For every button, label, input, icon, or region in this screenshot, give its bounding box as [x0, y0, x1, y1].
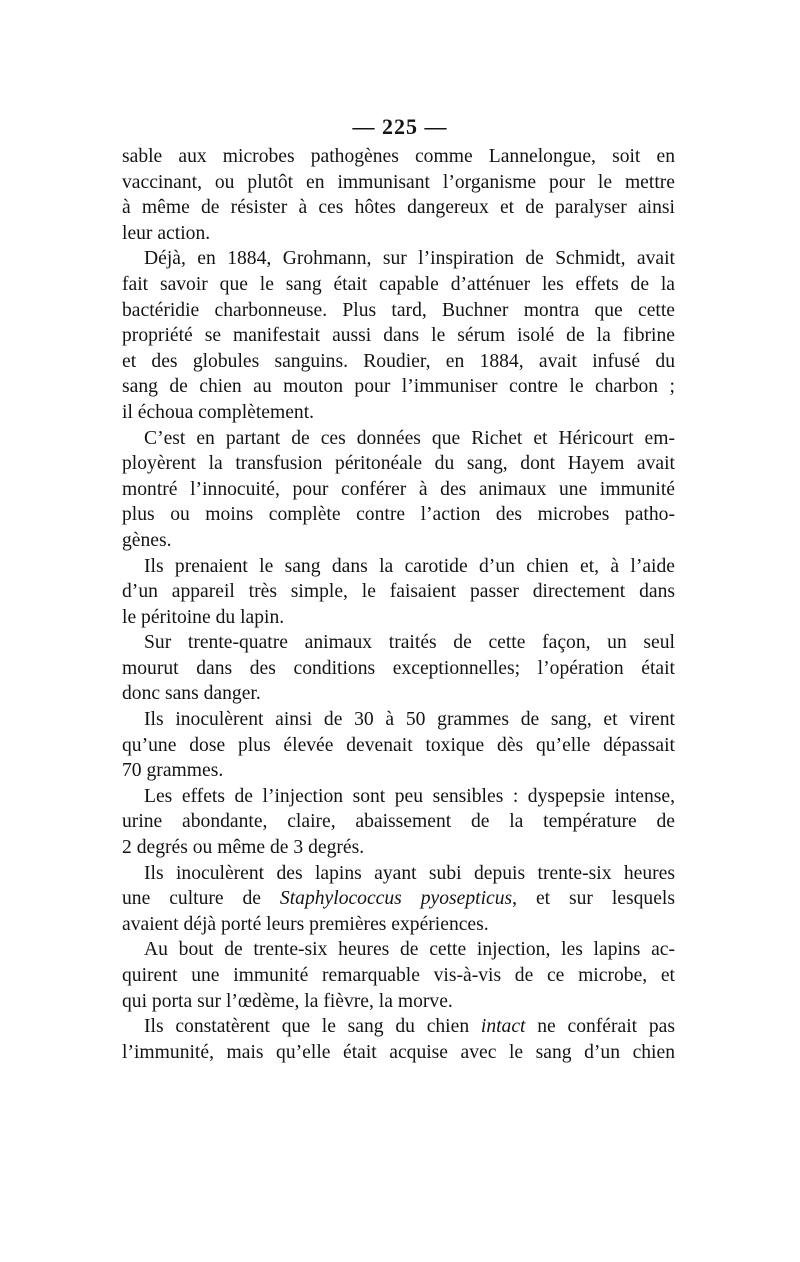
text-line: propriété se manifestait aussi dans le sérum isolé de la fibrine — [122, 325, 675, 347]
text-line: Au bout de trente-six heures de cette injection, les lapins ac- — [144, 939, 675, 961]
text-line: Ils constatèrent que le sang du chien intact ne conférait pas — [144, 1016, 675, 1038]
italic-text: Staphylococcus pyosepticus — [279, 888, 513, 910]
text-line: il échoua complètement. — [122, 401, 315, 423]
text-line: avaient déjà porté leurs premières expériences. — [122, 913, 489, 935]
text-line: fait savoir que le sang était capable d’atténuer les effets de la — [122, 273, 675, 295]
italic-text: intact — [480, 1016, 526, 1038]
text-line: le péritoine du lapin. — [122, 606, 285, 628]
text-line: 2 degrés ou même de 3 degrés. — [122, 837, 365, 859]
text-line: 70 grammes. — [122, 760, 224, 782]
text-line: bactéridie charbonneuse. Plus tard, Buchner montra que cette — [122, 299, 675, 321]
text-line: donc sans danger. — [122, 683, 261, 705]
text-line: Ils prenaient le sang dans la carotide d’un chien et, à l’aide — [144, 555, 675, 577]
text-line: C’est en partant de ces données que Richet et Héricourt em- — [144, 427, 675, 449]
text-line: Déjà, en 1884, Grohmann, sur l’inspiration de Schmidt, avait — [144, 248, 675, 270]
text-line: mourut dans des conditions exceptionnelles; l’opération était — [122, 657, 675, 679]
page-number: — 225 — — [352, 114, 448, 139]
text-line: quirent une immunité remarquable vis-à-vis de ce microbe, et — [122, 965, 675, 986]
text-line: qui porta sur l’œdème, la fièvre, la morve. — [122, 990, 453, 1012]
text-line: Ils inoculèrent ainsi de 30 à 50 grammes de sang, et virent — [144, 709, 675, 731]
text-line: Ils inoculèrent des lapins ayant subi depuis trente-six heures — [144, 862, 675, 884]
text-line: gènes. — [122, 529, 172, 551]
text-line: sang de chien au mouton pour l’immuniser contre le charbon ; — [122, 376, 675, 398]
text-line: une culture de Staphylococcus pyosepticus, et sur lesquels — [122, 888, 675, 910]
text-line: à même de résister à ces hôtes dangereux et de paralyser ainsi — [122, 197, 675, 219]
text-line: Les effets de l’injection sont peu sensibles : dyspepsie intense, — [144, 785, 675, 807]
text-line: et des globules sanguins. Roudier, en 1884, avait infusé du — [122, 350, 675, 372]
text-line: l’immunité, mais qu’elle était acquise avec le sang d’un chien — [122, 1041, 675, 1063]
text-line: plus ou moins complète contre l’action des microbes patho- — [122, 504, 675, 526]
text-line: Sur trente-quatre animaux traités de cette façon, un seul — [144, 632, 675, 654]
text-line: sable aux microbes pathogènes comme Lannelongue, soit en — [122, 146, 675, 167]
text-line: vaccinant, ou plutôt en immunisant l’organisme pour le mettre — [122, 171, 675, 193]
body-text — [122, 144, 675, 1065]
text-line: qu’une dose plus élevée devenait toxique dès qu’elle dépassait — [122, 734, 675, 756]
text-line: urine abondante, claire, abaissement de la température de — [122, 811, 675, 833]
text-line: montré l’innocuité, pour conférer à des animaux une immunité — [122, 478, 675, 500]
text-line: ployèrent la transfusion péritonéale du sang, dont Hayem avait — [122, 453, 675, 475]
text-line: leur action. — [122, 222, 211, 244]
text-line: d’un appareil très simple, le faisaient passer directement dans — [122, 581, 675, 603]
